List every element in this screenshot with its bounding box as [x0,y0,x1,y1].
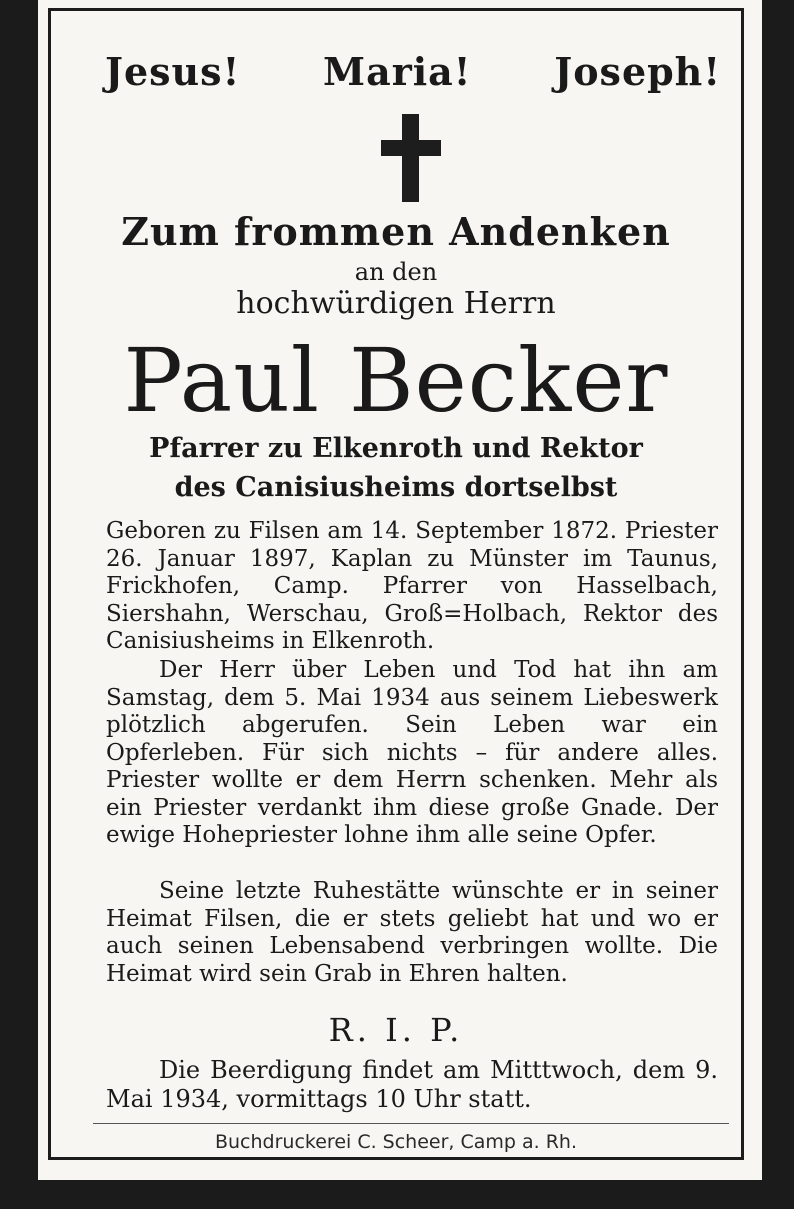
title-line-2: des Canisiusheims dortselbst [174,472,618,503]
funeral-paragraph: Die Beerdigung findet am Mitttwoch, dem 9. Mai 1934, vormittags 10 Uhr statt. [106,1056,718,1113]
an-den-text: an den [354,258,438,286]
card-border [48,8,744,1160]
memorial-heading: Zum frommen Andenken [121,209,671,254]
memorial-card [38,0,762,1180]
death-paragraph: Der Herr über Leben und Tod hat ihn am Samstag, dem 5. Mai 1934 aus seinem Liebeswerk plötzlich abgerufen. Sein Leben war ein Opferleben. Für sich nichts – für andere alles. Priester wollte er dem Herrn schenken. Mehr als ein Priester verdankt ihm diese große Gnade. Der ewige Hohepriester lohne ihm alle seine Opfer. [106,657,718,848]
title-line-1: Pfarrer zu Elkenroth und Rektor [149,433,643,464]
invocation-maria: Maria! [323,49,472,94]
invocation-line [51,49,741,94]
grave-paragraph: Seine letzte Ruhestätte wünschte er in seiner Heimat Filsen, die er stets geliebt hat und wo er auch seinen Lebensabend verbringen wollte. Die Heimat wird sein Grab in Ehren halten. [106,878,718,987]
divider [93,1123,729,1124]
biography-paragraph: Geboren zu Filsen am 14. September 1872. Priester 26. Januar 1897, Kaplan zu Münster im Taunus, Frickhofen, Camp. Pfarrer von Hasselbach, Siershahn, Werschau, Groß=Holbach, Rektor des Canisiusheims in Elkenroth. [106,518,718,654]
cross-icon [381,114,441,204]
herrn-text: hochwürdigen Herrn [236,286,556,321]
deceased-name: Paul Becker [123,329,669,432]
invocation-jesus: Jesus! [105,49,241,94]
printer-imprint: Buchdruckerei C. Scheer, Camp a. Rh. [214,1131,578,1153]
rip-text: R. I. P. [328,1011,464,1049]
invocation-joseph: Joseph! [554,49,721,94]
